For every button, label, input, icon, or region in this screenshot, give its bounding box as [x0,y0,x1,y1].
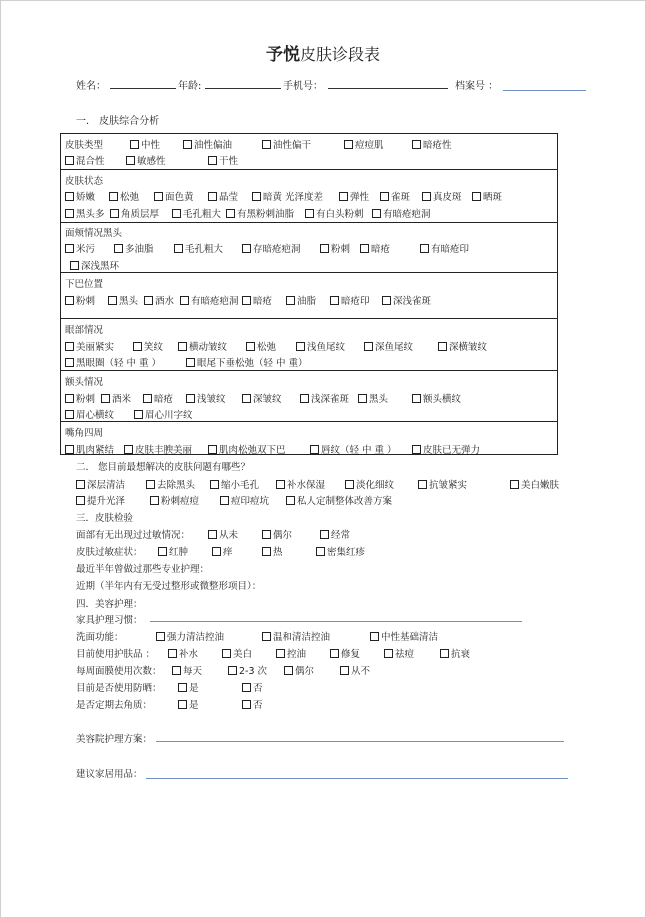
checkbox[interactable] [65,156,74,165]
checkbox[interactable] [65,394,74,403]
checkbox[interactable] [183,140,192,149]
forehead-option[interactable]: 暗疮 [143,391,173,405]
checkbox[interactable] [412,445,421,454]
mouth-option[interactable]: 皮肤丰腴美丽 [124,442,192,456]
checkbox[interactable] [65,296,74,305]
checkbox[interactable] [276,480,285,489]
checkbox[interactable] [276,649,285,658]
forehead-label: 额头情况 [65,377,104,388]
checkbox[interactable] [210,480,219,489]
checkbox[interactable] [284,666,293,675]
home-care-field[interactable] [150,621,522,622]
chin-option[interactable]: 粉刺 [65,293,95,307]
checkbox[interactable] [440,649,449,658]
checkbox[interactable] [180,296,189,305]
chin-option[interactable]: 黑头 [108,293,138,307]
cleanser-option[interactable]: 中性基础清洁 [370,629,438,643]
checkbox[interactable] [208,156,217,165]
forehead-option[interactable]: 眉心川字纹 [134,407,193,421]
checkbox[interactable] [178,683,187,692]
checkbox[interactable] [65,445,74,454]
checkbox[interactable] [222,649,231,658]
skincare-option[interactable]: 祛痘 [384,646,414,660]
concern-option[interactable]: 私人定制整体改善方案 [286,493,392,507]
skin-state-option[interactable]: 角质层厚 [110,206,159,220]
mask-option[interactable]: 每天 [172,663,202,677]
checkbox[interactable] [158,547,167,556]
allergy-symptom-label: 皮肤过敏症状： [76,547,143,558]
checkbox[interactable] [110,209,119,218]
checkbox[interactable] [422,192,431,201]
checkbox[interactable] [109,192,118,201]
checkbox[interactable] [242,700,251,709]
forehead-option[interactable]: 额头横纹 [412,391,461,405]
skin-state-option[interactable]: 黑头多 [65,206,105,220]
checkbox[interactable] [310,445,319,454]
skin-type-option[interactable]: 痘痘肌 [344,137,384,151]
mouth-label: 嘴角四周 [65,428,104,439]
forehead-option[interactable]: 浅皱纹 [186,391,226,405]
chin-option[interactable]: 暗疮印 [330,293,370,307]
concern-option[interactable]: 粉刺痘痘 [150,493,199,507]
checkbox[interactable] [150,496,159,505]
checkbox[interactable] [186,358,195,367]
skin-state-option[interactable]: 有黑粉刺油脂 [226,206,294,220]
cleanser-label: 洗面功能： [76,632,124,643]
skin-type-option[interactable]: 油性偏油 [183,137,232,151]
cheek-option[interactable]: 存暗疮疤洞 [242,241,301,255]
checkbox[interactable] [65,244,74,253]
allergy-option[interactable]: 经常 [320,527,350,541]
checkbox[interactable] [418,480,427,489]
mask-option[interactable]: 2-3 次 [228,663,267,677]
cleanser-option[interactable]: 强力清洁控油 [156,629,224,643]
checkbox[interactable] [178,342,187,351]
chin-option[interactable]: 油脂 [286,293,316,307]
checkbox[interactable] [143,394,152,403]
file-no-label: 档案号 ： [455,81,499,92]
skin-state-option[interactable]: 松弛 [109,189,139,203]
checkbox[interactable] [412,394,421,403]
home-products-field[interactable] [146,778,568,779]
checkbox[interactable] [65,209,74,218]
skin-state-option[interactable]: 晒斑 [472,189,502,203]
skin-state-option[interactable]: 毛孔粗大 [172,206,221,220]
concern-option[interactable]: 补水保湿 [276,477,325,491]
checkbox[interactable] [262,140,271,149]
checkbox[interactable] [124,445,133,454]
checkbox[interactable] [252,192,261,201]
checkbox[interactable] [286,296,295,305]
checkbox[interactable] [330,296,339,305]
eye-option[interactable]: 笑纹 [133,339,163,353]
salon-plan-label: 美容院护理方案： [76,734,153,745]
allergy-option[interactable]: 偶尔 [262,527,292,541]
checkbox[interactable] [370,632,379,641]
chin-label: 下巴位置 [65,279,104,290]
eye-option[interactable]: 松弛 [246,339,276,353]
sunscreen-option[interactable]: 否 [242,680,263,694]
phone-field[interactable] [328,88,448,89]
checkbox[interactable] [172,666,181,675]
mask-option[interactable]: 偶尔 [284,663,314,677]
checkbox[interactable] [174,244,183,253]
checkbox[interactable] [262,632,271,641]
eye-option[interactable]: 黑眼圈（轻 中 重 ） [65,355,161,369]
checkbox[interactable] [76,480,85,489]
checkbox[interactable] [208,192,217,201]
checkbox[interactable] [262,547,271,556]
skin-type-option[interactable]: 中性 [130,137,160,151]
skin-state-option[interactable]: 面色黄 [154,189,194,203]
chin-option[interactable]: 酒水 [144,293,174,307]
concern-option[interactable]: 美白嫩肤 [510,477,559,491]
checkbox[interactable] [144,296,153,305]
checkbox[interactable] [340,666,349,675]
checkbox[interactable] [168,649,177,658]
checkbox[interactable] [242,244,251,253]
forehead-option[interactable]: 深皱纹 [242,391,282,405]
cheek-option[interactable]: 粉刺 [320,241,350,255]
checkbox[interactable] [228,666,237,675]
age-label: 年龄: [178,81,202,92]
checkbox[interactable] [186,394,195,403]
recent-care-label: 最近半年曾做过那些专业护理： [76,564,210,575]
cheek-option[interactable]: 毛孔粗大 [174,241,223,255]
checkbox[interactable] [420,244,429,253]
row-divider [60,421,558,422]
checkbox[interactable] [76,496,85,505]
file-no-field[interactable] [503,90,586,91]
checkbox[interactable] [246,342,255,351]
skincare-label: 目前使用护肤品 ： [76,649,156,660]
checkbox[interactable] [339,192,348,201]
skin-type-option[interactable]: 混合性 [65,153,105,167]
eye-option[interactable]: 眼尾下垂松弛（轻 中 重） [186,355,308,369]
chin-option[interactable]: 暗疮 [242,293,272,307]
sunscreen-option[interactable]: 是 [178,680,199,694]
checkbox[interactable] [242,394,251,403]
concern-option[interactable]: 去除黑头 [146,477,195,491]
page-title [0,40,646,65]
skin-state-label: 皮肤状态 [65,176,104,187]
checkbox[interactable] [345,480,354,489]
concern-option[interactable]: 淡化细纹 [345,477,394,491]
sunscreen-label: 目前是否使用防晒： [76,683,162,694]
cheek-option[interactable]: 多油脂 [114,241,154,255]
salon-plan-field[interactable] [156,741,564,742]
checkbox[interactable] [65,358,74,367]
checkbox[interactable] [156,632,165,641]
checkbox[interactable] [286,496,295,505]
checkbox[interactable] [226,209,235,218]
checkbox[interactable] [412,140,421,149]
checkbox[interactable] [305,209,314,218]
checkbox[interactable] [358,394,367,403]
cleanser-option[interactable]: 温和清洁控油 [262,629,330,643]
checkbox[interactable] [126,156,135,165]
skin-state-option[interactable]: 暗黄 光泽度差 [252,189,323,203]
skin-state-option[interactable]: 晶莹 [208,189,238,203]
forehead-option[interactable]: 浅深雀斑 [300,391,349,405]
eye-option[interactable]: 美丽紧实 [65,339,114,353]
checkbox[interactable] [70,261,79,270]
skin-type-option[interactable]: 干性 [208,153,238,167]
symptom-option[interactable]: 热 [262,544,283,558]
row-divider [60,169,558,170]
section-1-heading: 一． 皮肤综合分析 [76,116,160,127]
checkbox[interactable] [208,530,217,539]
skin-state-option[interactable]: 娇嫩 [65,189,95,203]
checkbox[interactable] [220,496,229,505]
checkbox[interactable] [65,410,74,419]
checkbox[interactable] [65,192,74,201]
checkbox[interactable] [320,530,329,539]
symptom-option[interactable]: 密集红疹 [316,544,365,558]
checkbox[interactable] [364,342,373,351]
checkbox[interactable] [242,296,251,305]
home-products-label: 建议家居用品： [76,769,143,780]
section-3-heading: 三．皮肤检验 [76,513,134,524]
checkbox[interactable] [438,342,447,351]
row-divider [60,318,558,319]
checkbox[interactable] [101,394,110,403]
skincare-option[interactable]: 补水 [168,646,198,660]
checkbox[interactable] [296,342,305,351]
checkbox[interactable] [154,192,163,201]
skincare-option[interactable]: 控油 [276,646,306,660]
checkbox[interactable] [262,530,271,539]
exfoliate-option[interactable]: 否 [242,697,263,711]
cheek-label: 面颊情况黑头 [65,228,123,239]
exfoliate-option[interactable]: 是 [178,697,199,711]
cosmetic-procedure-label: 近期（半年内有无受过整形或微整形项目）： [76,581,262,592]
checkbox[interactable] [208,445,217,454]
skin-type-label: 皮肤类型 [65,140,104,151]
cheek-option[interactable]: 暗疮 [360,241,390,255]
skincare-option[interactable]: 美白 [222,646,252,660]
skin-state-option[interactable]: 弹性 [339,189,369,203]
mouth-option[interactable]: 皮肤已无弹力 [412,442,480,456]
allergy-option[interactable]: 从未 [208,527,238,541]
allergy-history-label: 面部有无出现过过敏情况： [76,530,191,541]
skincare-option[interactable]: 抗衰 [440,646,470,660]
skin-state-option[interactable]: 有白头粉刺 [305,206,364,220]
row-divider [60,370,558,371]
eye-option[interactable]: 浅鱼尾纹 [296,339,345,353]
section-2-heading: 二． 您目前最想解决的皮肤问题有哪些？ [76,462,251,473]
checkbox[interactable] [108,296,117,305]
checkbox[interactable] [130,140,139,149]
eye-option[interactable]: 深横皱纹 [438,339,487,353]
age-field[interactable] [205,88,281,89]
forehead-option[interactable]: 粉刺 [65,391,95,405]
skin-type-option[interactable]: 敏感性 [126,153,166,167]
concern-option[interactable]: 深层清洁 [76,477,125,491]
skin-state-option[interactable]: 真皮斑 [422,189,462,203]
mask-option[interactable]: 从不 [340,663,370,677]
checkbox[interactable] [316,547,325,556]
mask-frequency-label: 每周面膜使用次数： [76,666,162,677]
mouth-option[interactable]: 唇纹（轻 中 重 ） [310,442,397,456]
checkbox[interactable] [172,209,181,218]
row-divider [60,222,558,223]
checkbox[interactable] [510,480,519,489]
checkbox[interactable] [134,410,143,419]
checkbox[interactable] [330,649,339,658]
cheek-option[interactable]: 深浅黑环 [70,258,119,272]
checkbox[interactable] [242,683,251,692]
forehead-option[interactable]: 酒米 [101,391,131,405]
eye-option[interactable]: 深鱼尾纹 [364,339,413,353]
cheek-option[interactable]: 米污 [65,241,95,255]
checkbox[interactable] [146,480,155,489]
skincare-option[interactable]: 修复 [330,646,360,660]
skin-state-option[interactable]: 雀斑 [380,189,410,203]
checkbox[interactable] [344,140,353,149]
checkbox[interactable] [300,394,309,403]
checkbox[interactable] [65,342,74,351]
home-care-label: 家具护理习惯： [76,615,143,626]
checkbox[interactable] [212,547,221,556]
skin-state-option[interactable]: 有暗疮疤洞 [372,206,431,220]
eye-option[interactable]: 横动皱纹 [178,339,227,353]
checkbox[interactable] [360,244,369,253]
eye-label: 眼部情况 [65,325,104,336]
skin-type-option[interactable]: 暗疮性 [412,137,452,151]
checkbox[interactable] [372,209,381,218]
concern-option[interactable]: 痘印痘坑 [220,493,269,507]
symptom-option[interactable]: 痒 [212,544,233,558]
mouth-option[interactable]: 肌肉紧结 [65,442,114,456]
exfoliate-label: 是否定期去角质： [76,700,153,711]
phone-label: 手机号： [283,81,323,92]
name-field[interactable] [110,88,176,89]
title-rest: 皮肤诊段表 [299,45,380,64]
checkbox[interactable] [178,700,187,709]
symptom-option[interactable]: 红肿 [158,544,188,558]
forehead-option[interactable]: 眉心横纹 [65,407,114,421]
section-4-heading: 四．美容护理： [76,599,143,610]
checkbox[interactable] [133,342,142,351]
row-divider [60,272,558,273]
checkbox[interactable] [382,296,391,305]
checkbox[interactable] [114,244,123,253]
checkbox[interactable] [320,244,329,253]
checkbox[interactable] [384,649,393,658]
concern-option[interactable]: 提升光泽 [76,493,125,507]
chin-option[interactable]: 深浅雀斑 [382,293,431,307]
checkbox[interactable] [472,192,481,201]
checkbox[interactable] [380,192,389,201]
concern-option[interactable]: 缩小毛孔 [210,477,259,491]
concern-option[interactable]: 抗皱紧实 [418,477,467,491]
brand-name: 予悦 [265,45,300,65]
name-label: 姓名： [76,81,106,92]
cheek-option[interactable]: 有暗疮印 [420,241,469,255]
skin-type-option[interactable]: 油性偏干 [262,137,311,151]
mouth-option[interactable]: 肌肉松弛双下巴 [208,442,286,456]
chin-option[interactable]: 有暗疮疤洞 [180,293,239,307]
forehead-option[interactable]: 黑头 [358,391,388,405]
